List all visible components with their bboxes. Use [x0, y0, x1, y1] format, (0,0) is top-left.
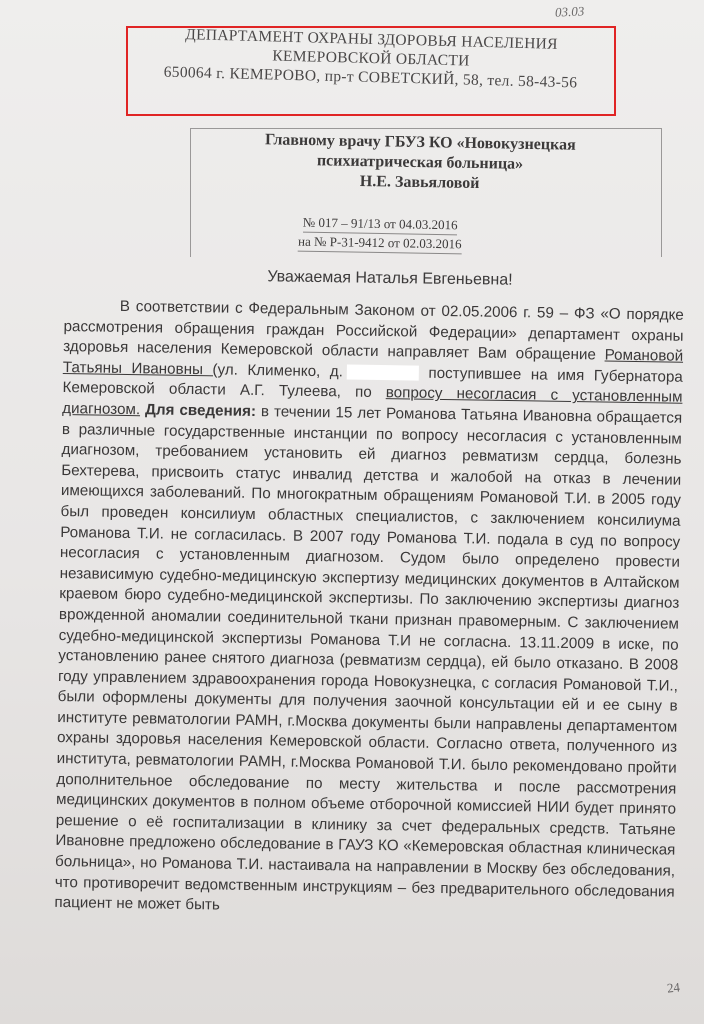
applicant-address: ул. Клименко, д.	[217, 361, 344, 381]
addressee-line: психиатрическая больница»	[316, 152, 524, 173]
body-paragraph	[54, 296, 684, 923]
addressee-name: Н.Е. Завьяловой	[359, 172, 480, 193]
addressee-block	[200, 129, 641, 197]
body-text-segment: поступившее на имя Губернатора Кемеровской области А.Г. Тулеева, по	[62, 364, 683, 402]
body-text-segment: в течении 15 лет Романова Татьяна Ивановна обращается в различные государственные инстанции по вопросу несогласия с установленным диагнозом, требованием установить ей диагноз ревматизм сердца, болезнь Бехтерева, присвоить статус инвалид детства и жалобой на отказ в лечении имеющихся заболеваний. По многократным обращениям Романовой Т.И. в 2005 году был проведен консилиум областных специалистов, с заключением консилиума Романова Т.И. не согласилась. В 2007 году Романова Т.И. подала в суд по вопросу несогласия с установленным диагнозом. Судом было определено провести независимую судебно-медицинскую экспертизу медицинских документов в Алтайском краевом бюро судебно-медицинской экспертизы. По заключению экспертизы диагноз врожденной аномалии соединительной ткани признан правомерным. С заключением судебно-медицинской экспертизы Романова Т.И не согласна. 13.11.2009 в иске, по установлению ранее снятого диагноза (ревматизм сердца), ей было отказано. В 2008 году управлением здравоохранения города Новокузнецка, с согласия Романовой Т.И., были оформлены документы для получения заочной консультации ей и ее сыну в институте ревматологии РАМН, г.Москва документы были направлены департаментом охраны здоровья населения Кемеровской области. Согласно ответа, полученного из института, ревматологии РАМН, г.Москва Романовой Т.И. было рекомендовано пройти дополнительное обследование по месту жительства и после рассмотрения медицинских документов в полном объеме отборочной комиссией НИИ будет принято решение о её госпитализации в клинику за счет федеральных средств. Татьяне Ивановне предложено обследование в ГАУЗ КО «Кемеровская областная клиническая больница», но Романова Т.И. настаивала на направлении в Москву без обследования, что противоречит ведомственным инструкциям – без предварительного обследования пациент не может быть	[54, 402, 683, 914]
body-text-segment: В соответствии с Федеральным Законом от 02.05.2006 г. 59 – ФЗ «О порядке рассмотрения обращения граждан Российской Федерации» департамент охраны здоровья населения Кемеровской области направляет Вам обращение	[63, 297, 684, 364]
greeting: Уважаемая Наталья Евгеньевна!	[267, 268, 513, 289]
page-number: 24	[666, 979, 681, 996]
letterhead-line: КЕМЕРОВСКОЙ ОБЛАСТИ	[272, 47, 470, 70]
info-label: Для сведения:	[139, 401, 257, 420]
request-topic: вопросу несогласия с установленным диагнозом.	[62, 384, 683, 419]
registration-numbers	[270, 213, 491, 255]
letterhead-address: 650064 г. КЕМЕРОВО, пр-т СОВЕТСКИЙ, 58, тел. 58-43-56	[163, 63, 578, 92]
outgoing-number: № 017 – 91/13 от 04.03.2016	[303, 214, 458, 236]
incoming-number: на № Р-31-9412 от 02.03.2016	[298, 233, 462, 255]
redaction-block	[347, 365, 419, 381]
letter-body	[54, 296, 684, 923]
handwritten-date: 03.03	[554, 3, 585, 20]
applicant-name: Романовой Татьяны Ивановны (	[62, 346, 684, 379]
letterhead-line: ДЕПАРТАМЕНТ ОХРАНЫ ЗДОРОВЬЯ НАСЕЛЕНИЯ	[184, 26, 559, 53]
addressee-line: Главному врачу ГБУЗ КО «Новокузнецкая	[264, 131, 576, 154]
